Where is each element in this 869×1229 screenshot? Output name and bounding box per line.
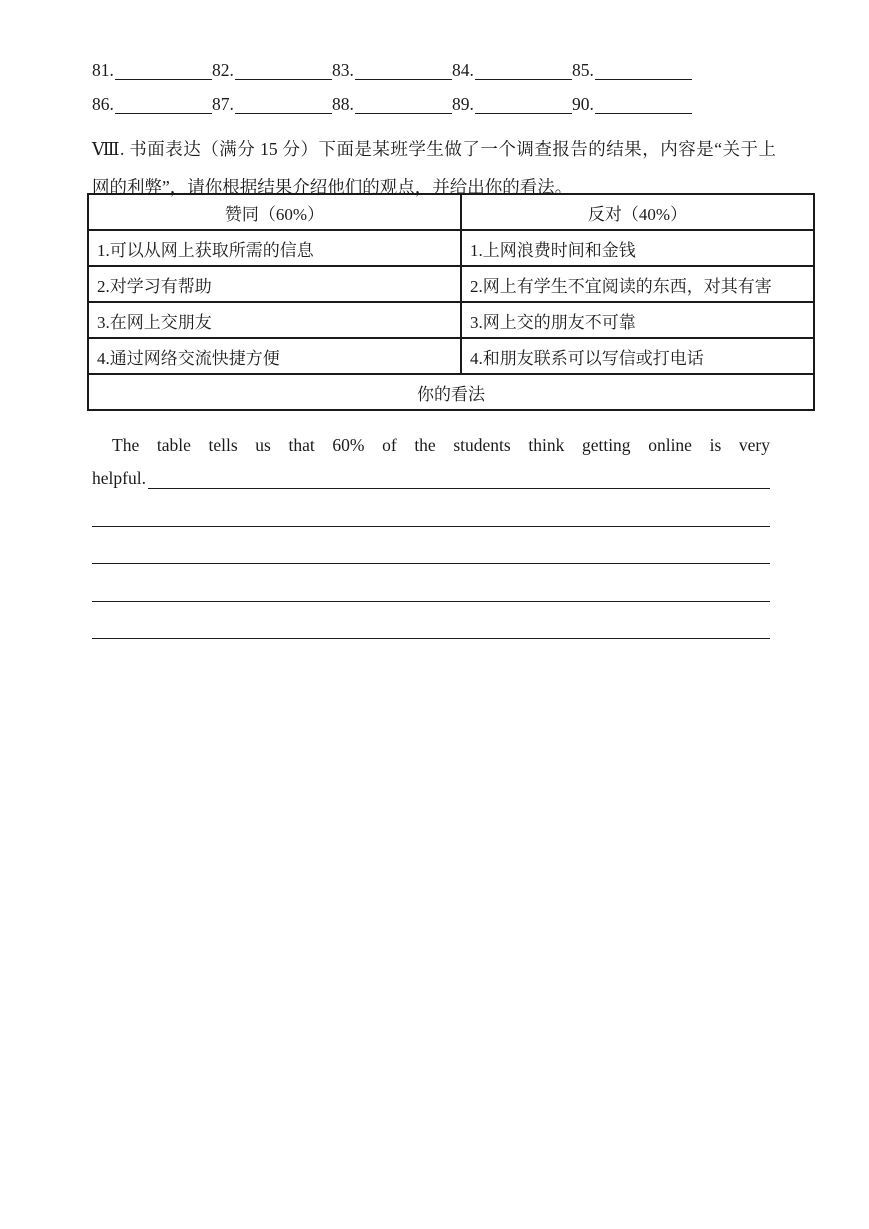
table-row <box>88 338 814 374</box>
table-header-row <box>88 194 814 230</box>
answer-blank <box>332 60 452 80</box>
table-row <box>88 230 814 266</box>
table-footer-row <box>88 374 814 410</box>
table-row <box>88 302 814 338</box>
writing-line <box>92 564 770 602</box>
answer-blank-number: 83. <box>332 60 354 80</box>
table-cell-con-3: 3.网上交的朋友不可靠 <box>461 302 814 338</box>
answer-blank-number: 81. <box>92 60 114 80</box>
essay-starter <box>92 431 770 489</box>
answer-blank-line <box>475 94 572 114</box>
answer-blank-line <box>355 94 452 114</box>
table-cell-con-2: 2.网上有学生不宜阅读的东西，对其有害 <box>461 266 814 302</box>
table-header-oppose: 反对（40%） <box>461 194 814 230</box>
answer-blank <box>212 94 332 114</box>
answer-blank-number: 89. <box>452 94 474 114</box>
answer-blank-number: 86. <box>92 94 114 114</box>
table-cell-con-4: 4.和朋友联系可以写信或打电话 <box>461 338 814 374</box>
table-header-agree: 赞同（60%） <box>88 194 461 230</box>
essay-starter-word: helpful. <box>92 468 146 488</box>
table-footer-your-opinion: 你的看法 <box>88 374 814 410</box>
essay-starter-line2 <box>92 469 770 489</box>
answer-blank-number: 88. <box>332 94 354 114</box>
answer-blank <box>572 94 692 114</box>
table-cell-pro-1: 1.可以从网上获取所需的信息 <box>88 230 461 266</box>
section-viii-prompt-line2: 网的利弊”，请你根据结果介绍他们的观点，并给出你的看法。 <box>92 177 573 197</box>
answer-blank <box>92 94 212 114</box>
answer-blank-number: 90. <box>572 94 594 114</box>
table-cell-pro-2: 2.对学习有帮助 <box>88 266 461 302</box>
answer-blank-line <box>115 94 212 114</box>
table-cell-con-1: 1.上网浪费时间和金钱 <box>461 230 814 266</box>
answer-blanks-row-86-90 <box>92 94 692 114</box>
answer-blank <box>92 60 212 80</box>
answer-blank-line <box>235 94 332 114</box>
writing-line <box>92 489 770 527</box>
section-viii-prompt-line1: Ⅷ. 书面表达（满分 15 分）下面是某班学生做了一个调查报告的结果，内容是“关于上 <box>92 139 776 159</box>
answer-blank-line <box>475 60 572 80</box>
answer-blank-number: 87. <box>212 94 234 114</box>
table-cell-pro-3: 3.在网上交朋友 <box>88 302 461 338</box>
answer-blank-line <box>115 60 212 80</box>
answer-blank-number: 82. <box>212 60 234 80</box>
writing-line <box>92 527 770 565</box>
essay-starter-line1: The table tells us that 60% of the students think getting online is very <box>112 435 770 455</box>
answer-blank-number: 85. <box>572 60 594 80</box>
answer-blank <box>332 94 452 114</box>
writing-lines <box>92 489 770 639</box>
answer-blank <box>452 94 572 114</box>
answer-blank-line <box>595 60 692 80</box>
table-cell-pro-4: 4.通过网络交流快捷方便 <box>88 338 461 374</box>
answer-blanks-row-81-85 <box>92 60 692 80</box>
answer-blank <box>572 60 692 80</box>
answer-blank <box>212 60 332 80</box>
essay-blank-line <box>148 470 770 489</box>
answer-blank-line <box>235 60 332 80</box>
answer-blank-line <box>355 60 452 80</box>
writing-line <box>92 602 770 640</box>
survey-results-table <box>87 193 815 411</box>
answer-blank-line <box>595 94 692 114</box>
table-row <box>88 266 814 302</box>
answer-blank <box>452 60 572 80</box>
answer-blank-number: 84. <box>452 60 474 80</box>
